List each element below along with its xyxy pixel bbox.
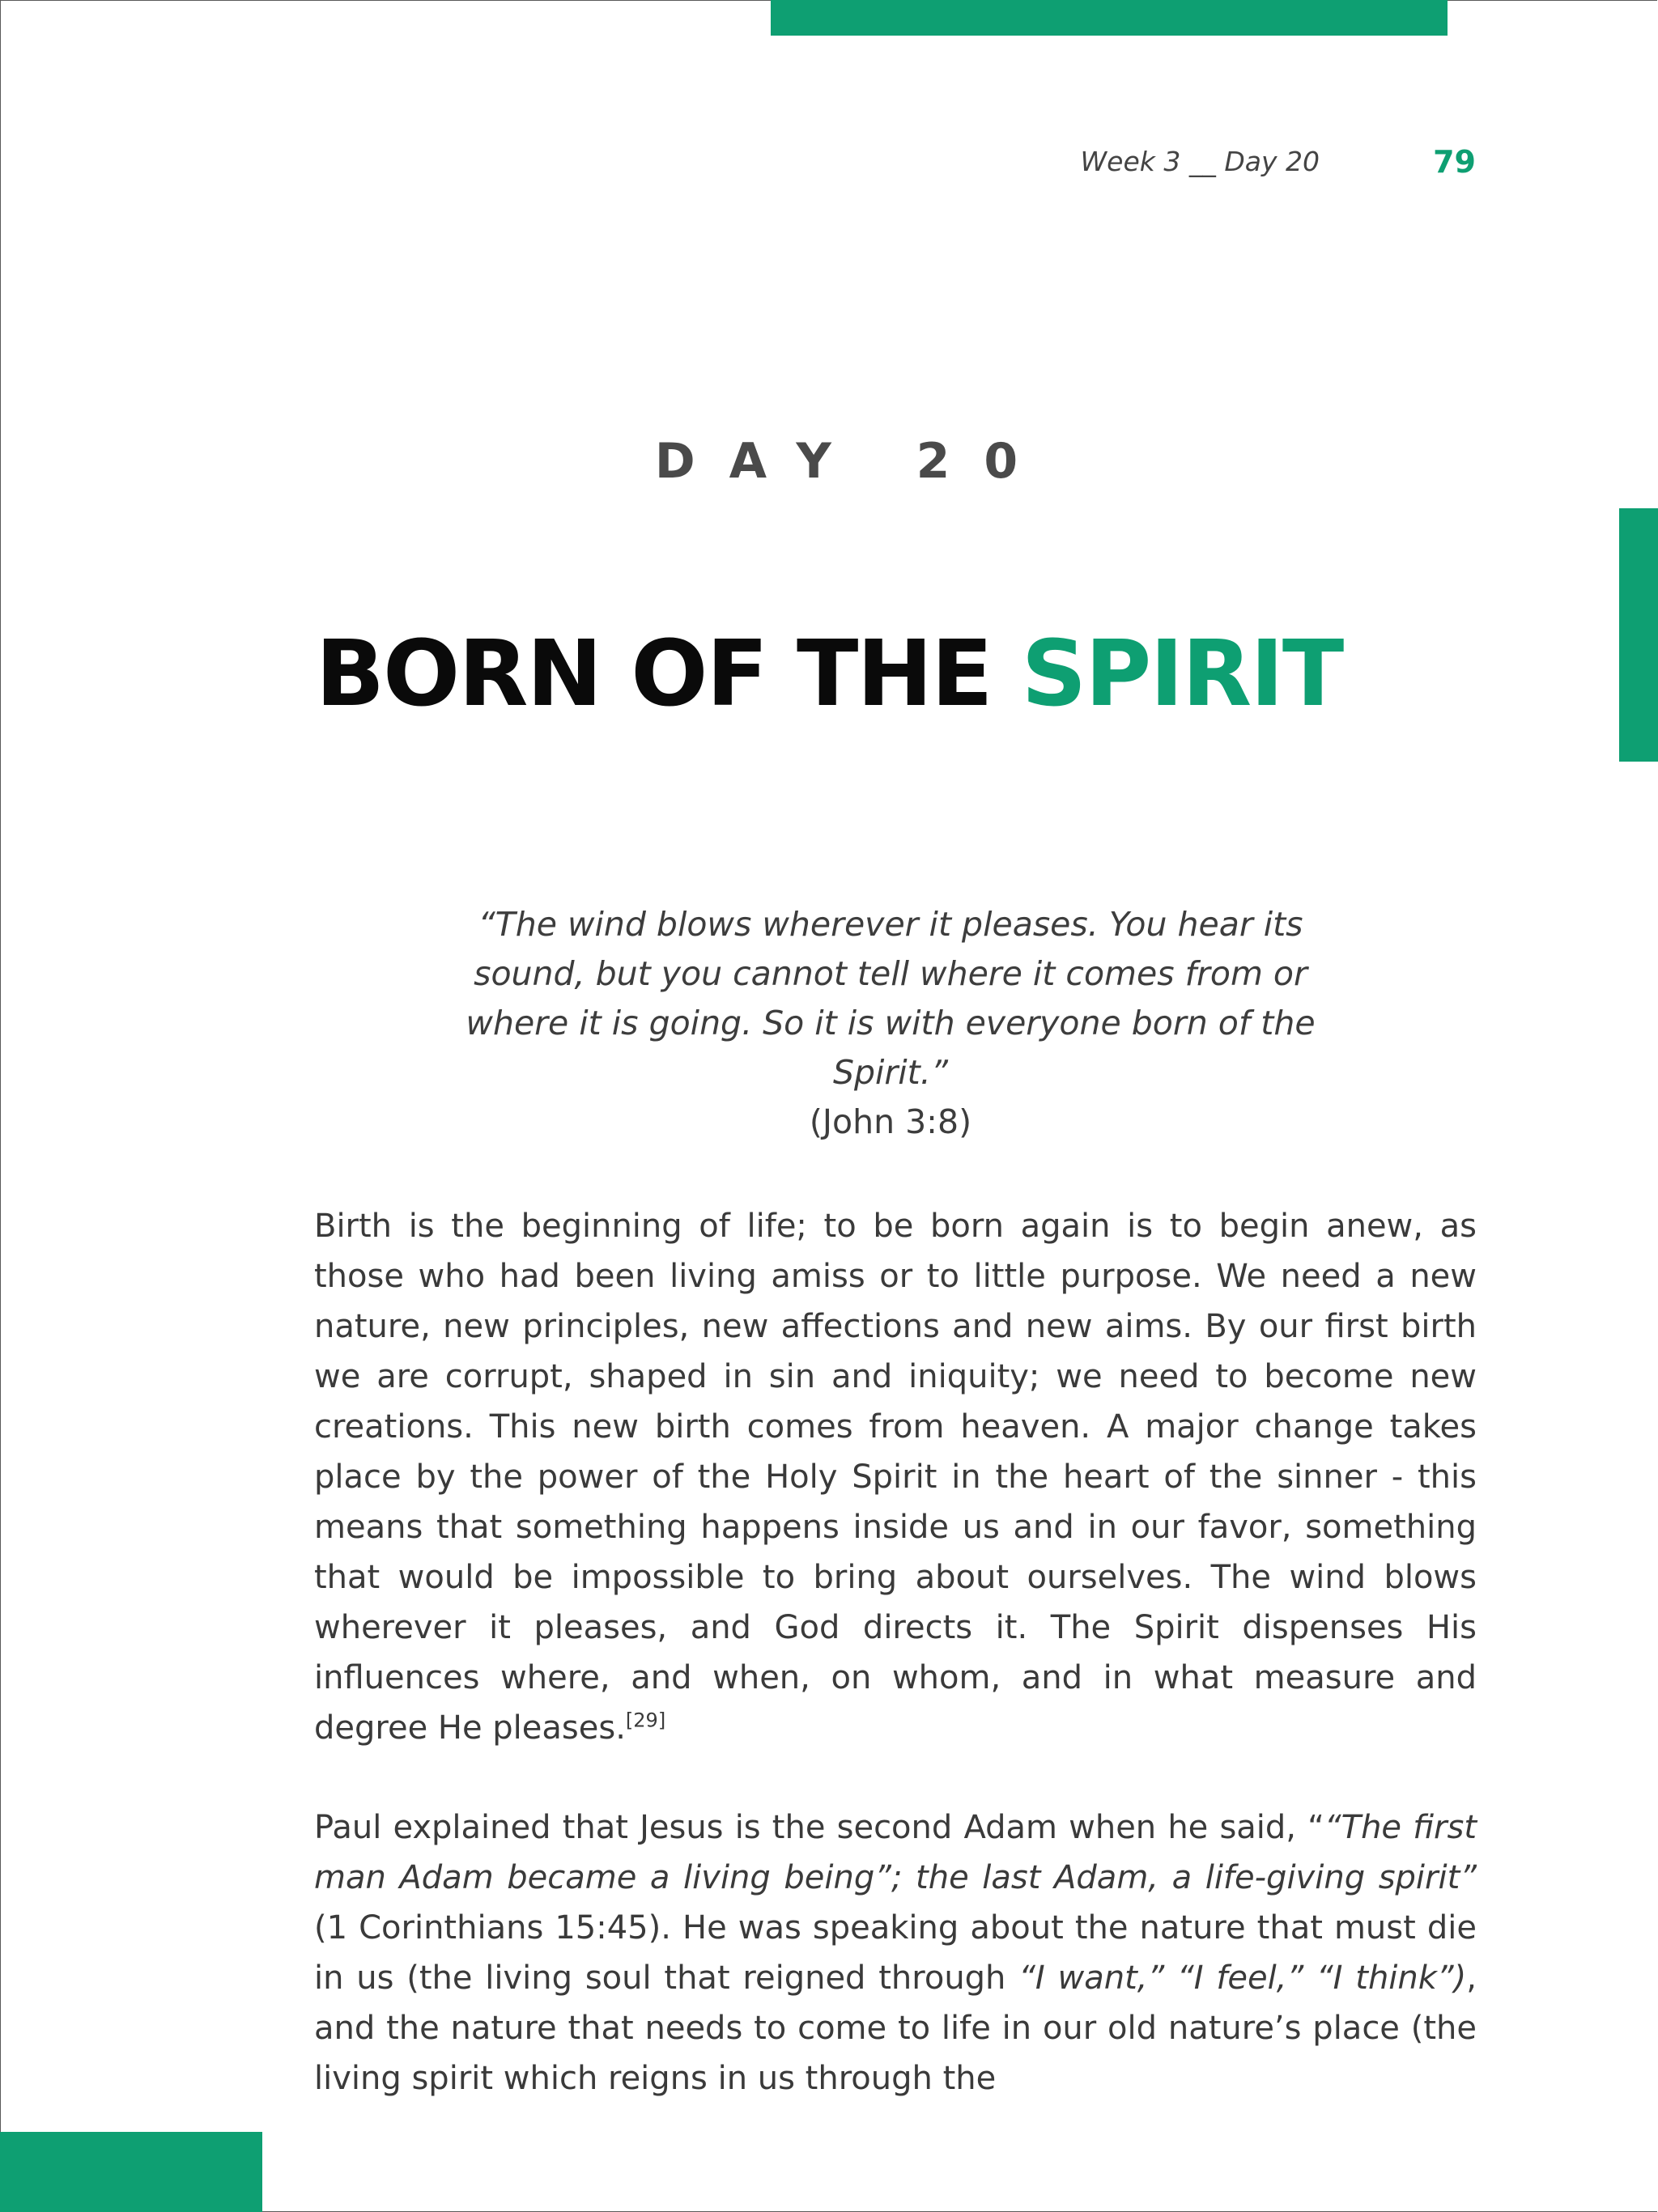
footnote-ref[interactable]: [29] [625,1709,666,1732]
paragraph-2-text-c: , and the nature that needs to come to life in our old nature’s place (the living spirit which reigns in us through the [314,1959,1477,2097]
bottom-accent-bar [0,2132,262,2212]
chapter-title-accent: SPIRIT [1021,622,1343,727]
paragraph-2-text-b: (1 Corinthians 15:45). He was speaking about the nature that must die in us (the living soul that reigned through [314,1909,1477,1997]
running-title: Week 3 __ Day 20 [1080,146,1320,177]
running-head [1052,144,1482,185]
epigraph-reference: (John 3:8) [809,1102,972,1141]
day-label: DAY 20 [654,433,1052,490]
paragraph-2-quote-b: “I want,” “I feel,” “I think”) [1018,1959,1467,1997]
paragraph-2-quote-a: “The first man Adam became a living being”; the last Adam, a life-giving spirit” [314,1809,1477,1896]
paragraph-2-text-a: Paul explained that Jesus is the second Adam when he said, “ [314,1809,1324,1846]
page-number: 79 [1433,144,1476,180]
body-paragraph-2 [314,1802,1477,2104]
chapter-title [0,622,1658,727]
paragraph-1-text: Birth is the beginning of life; to be born again is to begin anew, as those who had been living amiss or to little purpose. We need a new nature, new principles, new affections and new aims. By our first birth we are corrupt, shaped in sin and iniquity; we need to become new creations. This new birth comes from heaven. A major change takes place by the power of the Holy Spirit in the heart of the sinner - this means that something happens inside us and in our favor, something that would be impossible to bring about ourselves. The wind blows wherever it pleases, and God directs it. The Spirit dispenses His influences where, and when, on whom, and in what measure and degree He pleases. [314,1208,1477,1747]
chapter-title-main: BORN OF THE [315,622,1022,727]
epigraph [421,900,1360,1147]
top-accent-bar [771,0,1448,36]
body-paragraph-1 [314,1201,1477,1753]
day-label-container [0,433,1658,490]
epigraph-quote: “The wind blows wherever it pleases. You hear its sound, but you cannot tell where it comes from or where it is going. So it is with everyone born of the Spirit.” [466,905,1316,1092]
